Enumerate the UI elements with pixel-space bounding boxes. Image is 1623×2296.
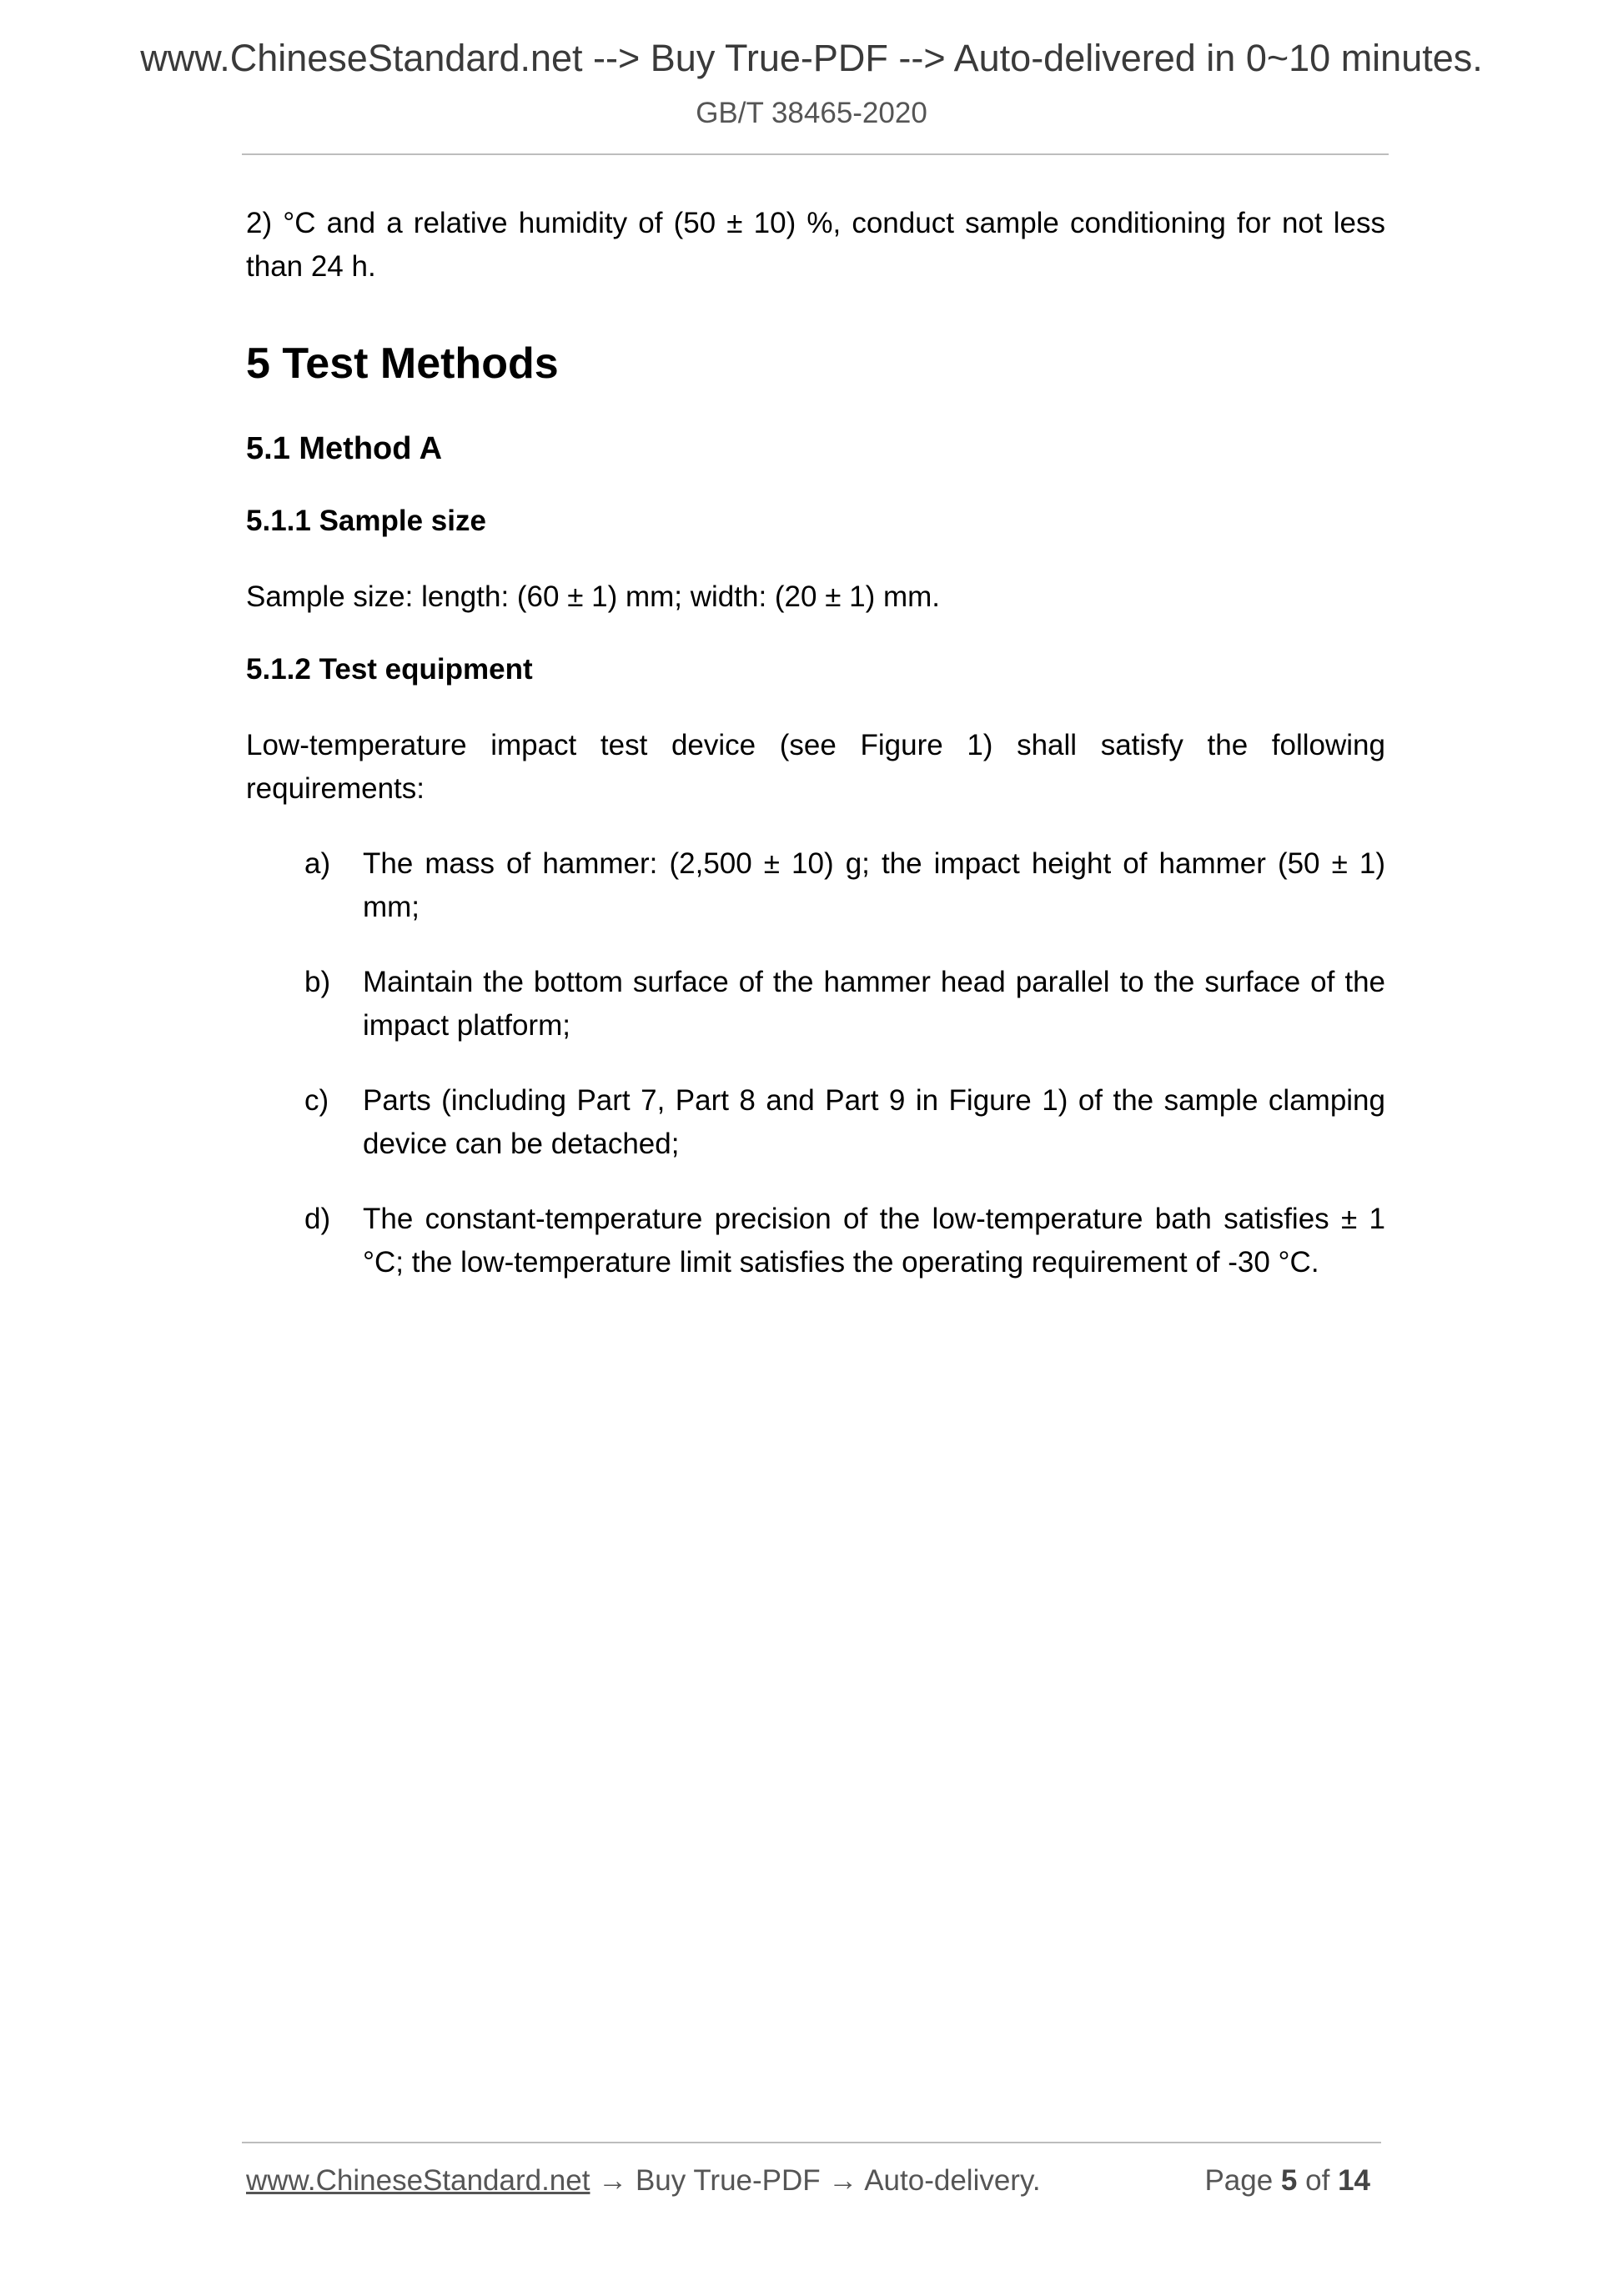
arrow-right-icon: → [828,2164,858,2197]
site-link[interactable]: www.ChineseStandard.net [246,2164,590,2197]
page-number: 5 [1280,2164,1298,2197]
list-item-text: Maintain the bottom surface of the hammer head parallel to the surface of the impact platform; [363,966,1385,1042]
footer-promo [246,2162,1041,2200]
header-banner: www.ChineseStandard.net --> Buy True-PDF --> Auto-delivered in 0~10 minutes. [140,37,1483,79]
section-5-1-1-heading: 5.1.1 Sample size [246,505,486,537]
list-item [246,1198,1385,1284]
of-label: of [1305,2164,1330,2197]
requirements-list [246,842,1385,1284]
list-item-text: The constant-temperature precision of the low-temperature bath satisfies ± 1 °C; the low-temperature limit satisfies the operating requirement of -30 °C. [363,1203,1385,1279]
standard-code: GB/T 38465-2020 [696,97,927,129]
list-item-text: The mass of hammer: (2,500 ± 10) g; the impact height of hammer (50 ± 1) mm; [363,847,1385,923]
list-spacer [246,1048,1385,1079]
list-marker: b) [304,966,331,998]
footer-buy-text: Buy True-PDF [635,2164,821,2197]
section-5-1-heading: 5.1 Method A [246,431,443,466]
list-marker: a) [304,847,331,880]
total-pages: 14 [1338,2164,1370,2197]
test-equipment-paragraph: Low-temperature impact test device (see Figure 1) shall satisfy the following requirements: [246,729,1385,805]
list-marker: c) [304,1084,329,1117]
page-label: Page [1204,2164,1274,2197]
list-spacer [246,1166,1385,1198]
arrow-right-icon: → [598,2164,628,2197]
sample-size-paragraph: Sample size: length: (60 ± 1) mm; width: (20 ± 1) mm. [246,580,941,613]
page-content [246,202,1385,1284]
list-item [246,1079,1385,1166]
list-item-text: Parts (including Part 7, Part 8 and Part 9 in Figure 1) of the sample clamping device can be detached; [363,1084,1385,1160]
list-marker: d) [304,1203,331,1235]
intro-paragraph: 2) °C and a relative humidity of (50 ± 10) %, conduct sample conditioning for not less than 24 h. [246,207,1385,283]
list-item [246,842,1385,929]
list-spacer [246,929,1385,961]
section-5-1-2-heading: 5.1.2 Test equipment [246,653,533,686]
list-item [246,961,1385,1048]
page-indicator [1204,2162,1370,2200]
header-divider [242,153,1389,155]
footer-delivery-text: Auto-delivery. [864,2164,1041,2197]
footer-divider [242,2142,1381,2143]
section-5-heading: 5 Test Methods [246,339,559,388]
